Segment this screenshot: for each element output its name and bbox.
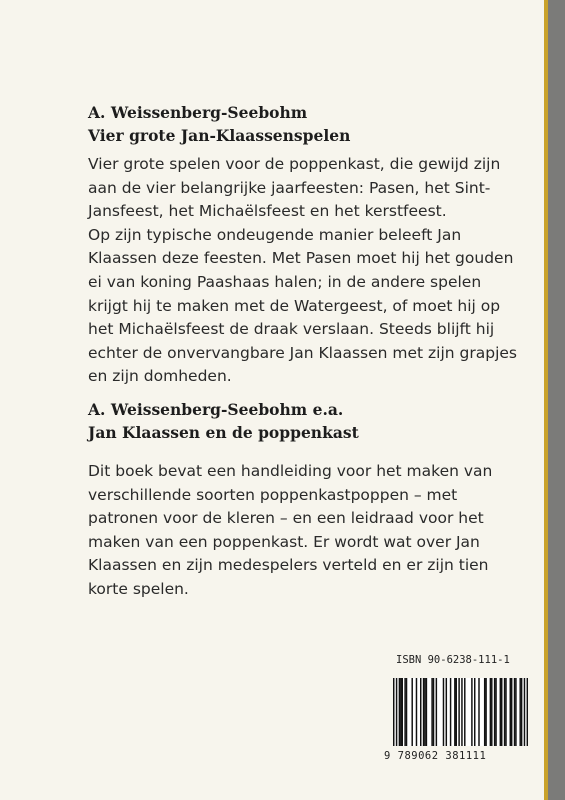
section1-title: Vier grote Jan-Klaassenspelen <box>88 126 351 145</box>
isbn-label: ISBN 90-6238-111-1 <box>396 654 510 666</box>
section2-author: A. Weissenberg-Seebohm e.a. <box>88 400 344 419</box>
text-line: en zijn domheden. <box>88 367 232 386</box>
barcode-bar <box>423 678 424 746</box>
barcode-bar <box>521 678 522 746</box>
barcode-bar <box>464 678 465 746</box>
barcode-bar <box>505 678 506 746</box>
text-line: echter de onvervangbare Jan Klaassen met zijn grapjes <box>88 343 517 362</box>
barcode-bar <box>490 678 491 746</box>
barcode-bar <box>494 678 495 746</box>
barcode-bar <box>515 678 516 746</box>
gold-edge-stripe <box>544 0 548 800</box>
barcode-number: 9 789062 381111 <box>384 750 487 762</box>
barcode-bar <box>504 678 505 746</box>
barcode-bar <box>484 678 485 746</box>
barcode-bar <box>433 678 434 746</box>
barcode-bar <box>400 678 401 746</box>
text-line: Klaassen en zijn medespelers verteld en er zijn tien <box>88 556 489 575</box>
barcode-bar <box>424 678 425 746</box>
barcode-bar <box>404 678 405 746</box>
barcode-bar <box>510 678 511 746</box>
barcode-bar <box>406 678 407 746</box>
text-line: krijgt hij te maken met de Watergeest, of moet hij op <box>88 296 501 315</box>
section1-author: A. Weissenberg-Seebohm <box>88 103 308 122</box>
section1-heading <box>88 101 528 147</box>
page-edge <box>546 0 565 800</box>
barcode-bar <box>495 678 496 746</box>
barcode-bar <box>458 678 459 746</box>
section2-title: Jan Klaassen en de poppenkast <box>88 423 359 442</box>
barcode-bar <box>485 678 486 746</box>
barcode-bar <box>393 678 394 746</box>
text-line: patronen voor de kleren – en een leidraad voor het <box>88 509 484 528</box>
text-line: Dit boek bevat een handleiding voor het maken van <box>88 462 493 480</box>
barcode-bar <box>454 678 455 746</box>
barcode-bar <box>500 678 501 746</box>
barcode-bar <box>478 678 479 746</box>
section2-heading <box>88 398 528 444</box>
barcode-bar <box>524 678 525 746</box>
barcode-bar <box>450 678 451 746</box>
barcode-bars <box>393 678 528 746</box>
barcode-bar <box>426 678 427 746</box>
barcode-bar <box>514 678 515 746</box>
section1-description <box>88 153 538 389</box>
barcode-bar <box>511 678 512 746</box>
text-line: ei van koning Paashaas halen; in de andere spelen <box>88 272 482 291</box>
barcode-bar <box>501 678 502 746</box>
barcode-bar <box>416 678 417 746</box>
text-line: Op zijn typische ondeugende manier beleeft Jan <box>88 225 462 244</box>
text-line: Jansfeest, het Michaëlsfeest en het kerstfeest. <box>88 202 447 221</box>
barcode-bar <box>471 678 472 746</box>
text-line: maken van een poppenkast. Er wordt wat over Jan <box>88 532 480 551</box>
barcode-bar <box>399 678 400 746</box>
barcode-bar <box>461 678 462 746</box>
barcode-bar <box>474 678 475 746</box>
text-line: aan de vier belangrijke jaarfeesten: Pasen, het Sint- <box>88 178 491 197</box>
barcode-icon <box>393 678 528 746</box>
barcode-bar <box>443 678 444 746</box>
text-line: Vier grote spelen voor de poppenkast, die gewijd zijn <box>88 155 501 173</box>
barcode-bar <box>527 678 528 746</box>
text-line: het Michaëlsfeest de draak verslaan. Steeds blijft hij <box>88 320 495 339</box>
barcode-bar <box>491 678 492 746</box>
section2-description <box>88 460 538 602</box>
barcode-bar <box>396 678 397 746</box>
text-line: verschillende soorten poppenkastpoppen – met <box>88 485 458 504</box>
barcode-bar <box>402 678 403 746</box>
text-line: korte spelen. <box>88 579 189 598</box>
text-line: Klaassen deze feesten. Met Pasen moet hij het gouden <box>88 249 514 268</box>
barcode-bar <box>431 678 432 746</box>
barcode-bar <box>456 678 457 746</box>
barcode-bar <box>420 678 421 746</box>
barcode-bar <box>519 678 520 746</box>
barcode-bar <box>436 678 437 746</box>
barcode-bar <box>446 678 447 746</box>
barcode-bar <box>411 678 412 746</box>
